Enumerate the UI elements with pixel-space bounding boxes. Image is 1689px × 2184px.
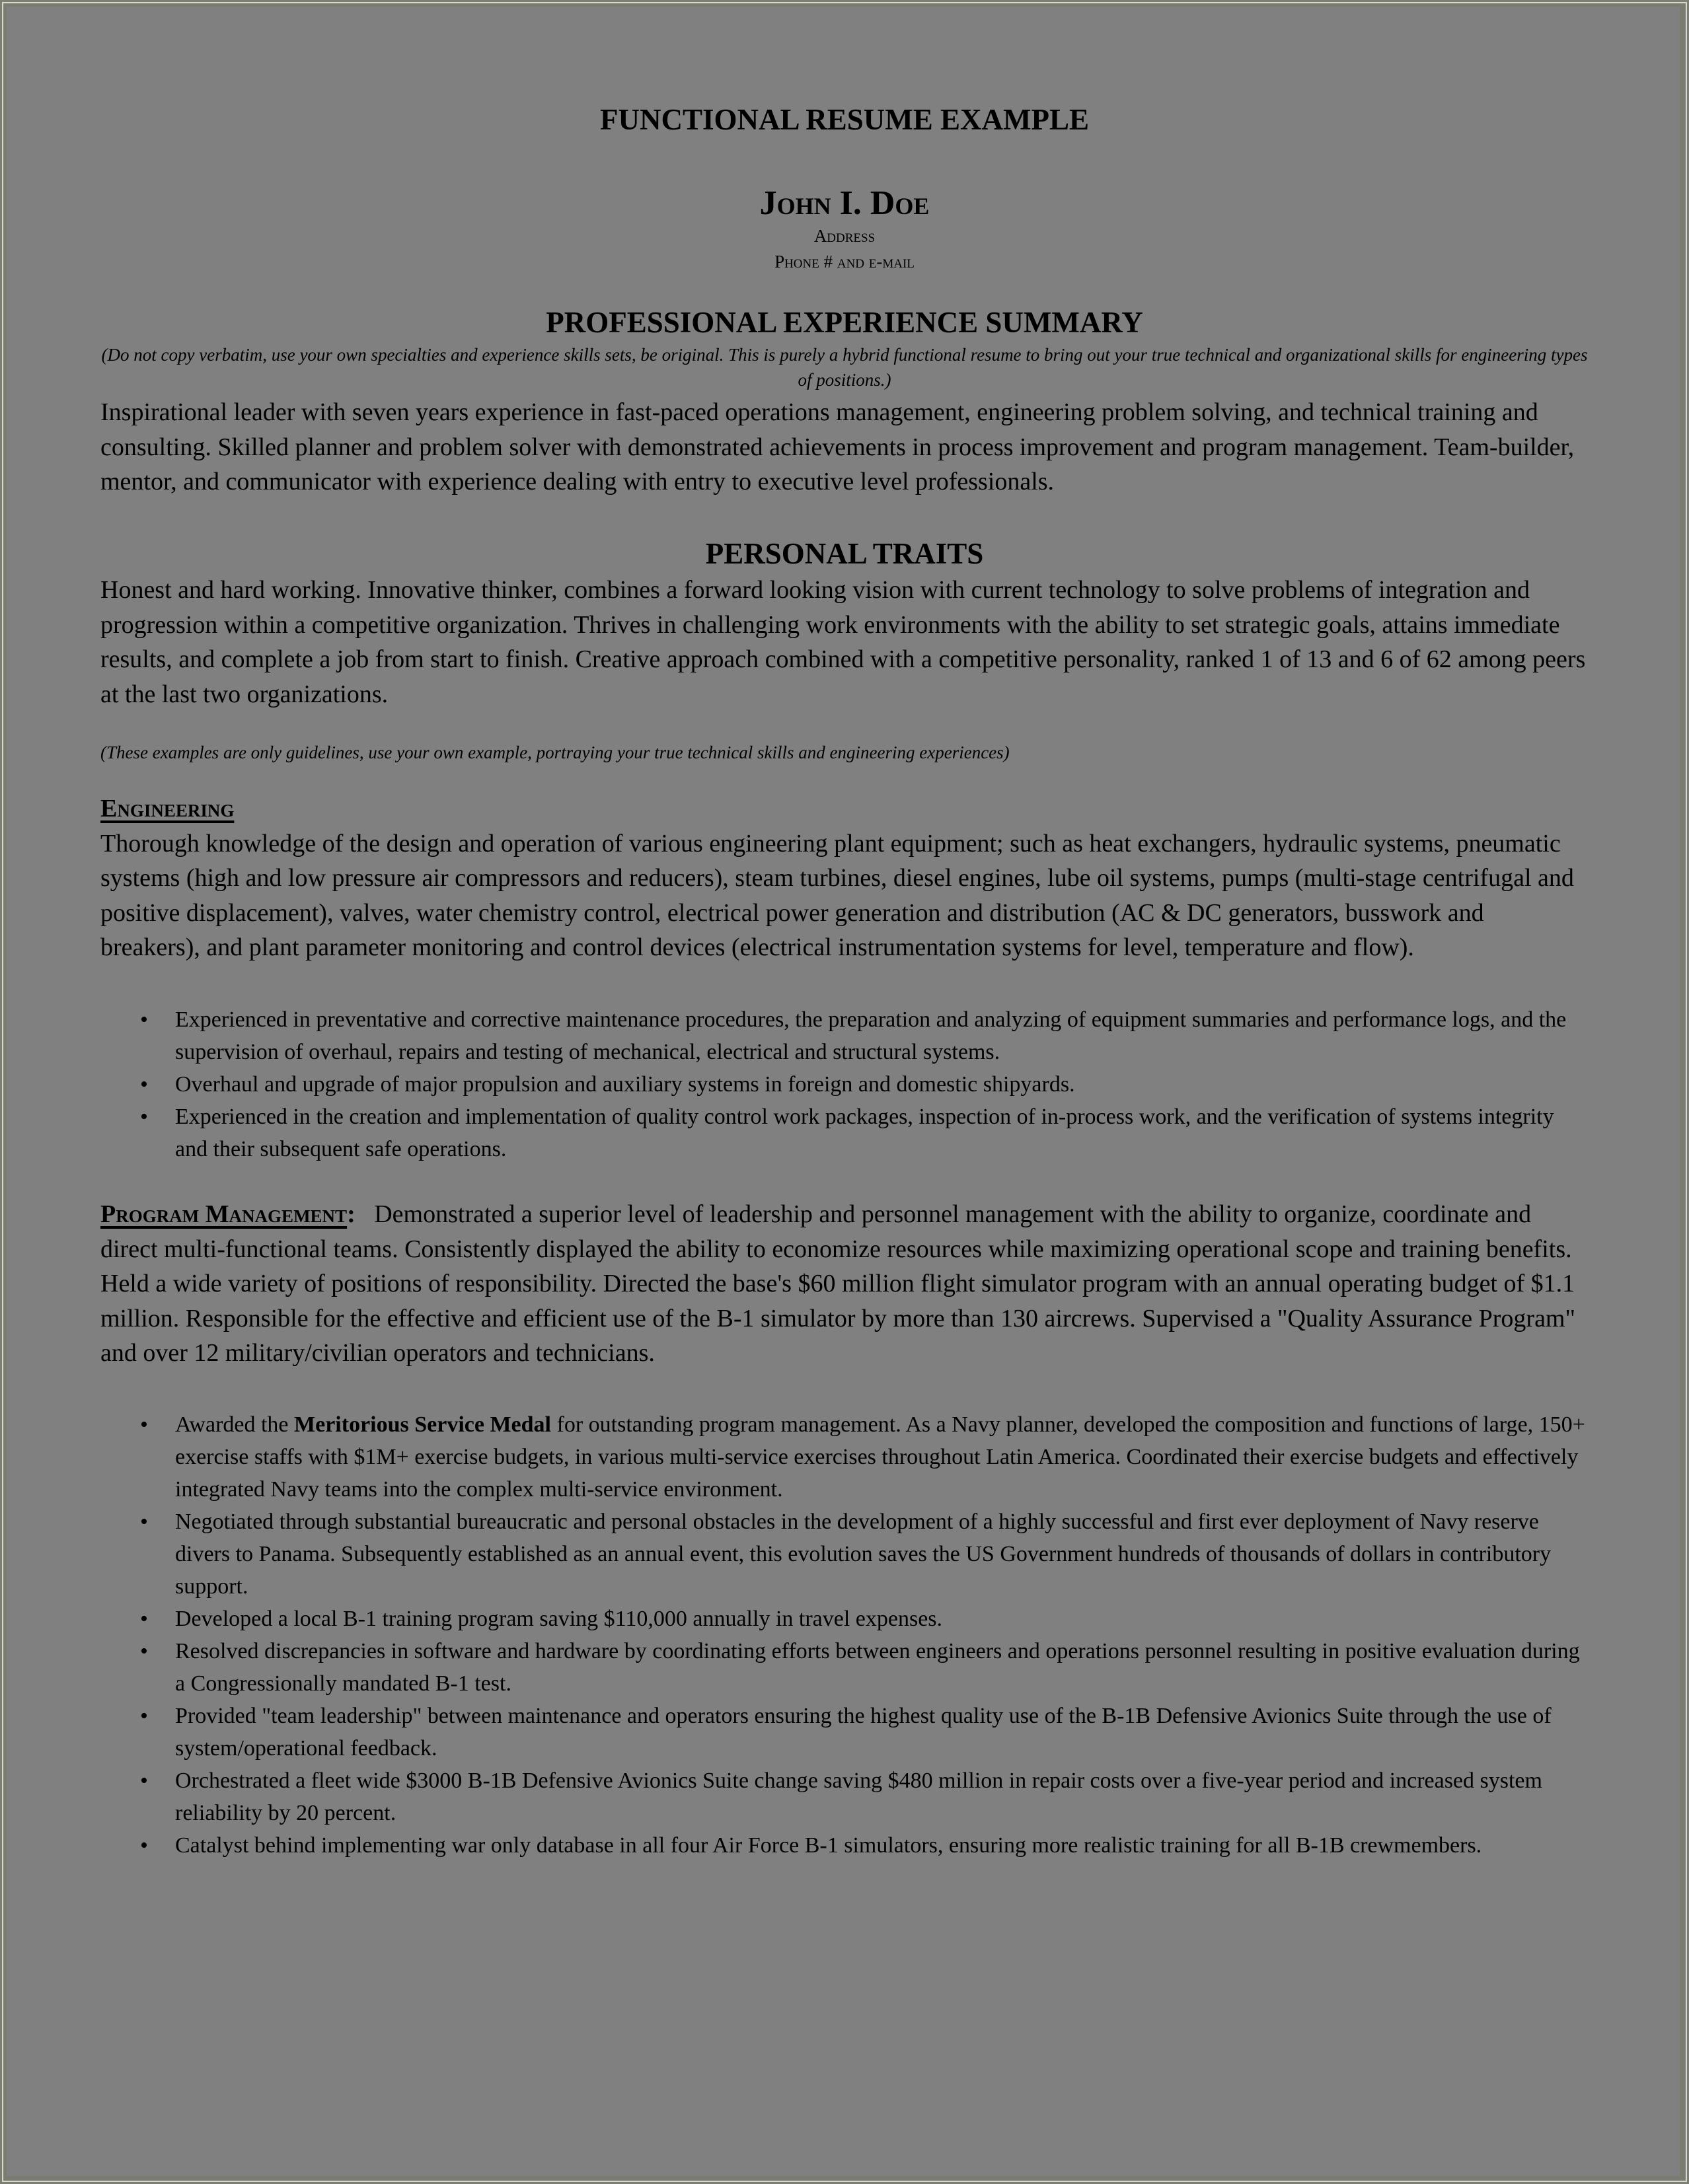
bullet-icon: • [140, 1704, 148, 1728]
engineering-bullets [100, 1003, 1589, 1165]
program-management-label: Program Management [100, 1200, 348, 1228]
bullet-icon: • [140, 1510, 148, 1534]
address-line: Address [813, 226, 876, 246]
list-item: • Resolved discrepancies in software and hardware by coordinating efforts between engineers and operations personnel resulting in positive evaluation during a Congressionally mandated B-1 test. [100, 1635, 1589, 1700]
bullet-icon: • [140, 1768, 148, 1793]
bullet-icon: • [140, 1007, 148, 1032]
list-item: • Orchestrated a fleet wide $3000 B-1B Defensive Avionics Suite change saving $480 million in repair costs over a five-year period and increased system reliability by 20 percent. [100, 1765, 1589, 1829]
engineering-text: Thorough knowledge of the design and operation of various engineering plant equipment; such as heat exchangers, hydraulic systems, pneumatic systems (high and low pressure air compressors and reducers), steam turbines, diesel engines, lube oil systems, pumps (multi-stage centrifugal and positive displacement), valves, water chemistry control, electrical power generation and distribution (AC & DC generators, busswork and breakers), and plant parameter monitoring and control devices (electrical instrumentation systems for level, temperature and flow). [100, 829, 1574, 961]
program-management-section [100, 1197, 1589, 1371]
bullet-icon: • [140, 1639, 148, 1663]
list-item: • Negotiated through substantial bureaucratic and personal obstacles in the development of a highly successful and first ever deployment of Navy reserve divers to Panama. Subsequently established as an annual event, this evolution saves the US Government hundreds of thousands of dollars in contributory support. [100, 1506, 1589, 1603]
bullet-icon: • [140, 1607, 148, 1631]
list-item: • Developed a local B-1 training program saving $110,000 annually in travel expenses. [100, 1603, 1589, 1635]
summary-heading: PROFESSIONAL EXPERIENCE SUMMARY [546, 306, 1143, 339]
phone-email-line: Phone # and e-mail [774, 252, 915, 272]
engineering-section [100, 791, 1589, 965]
list-item: • Awarded the Meritorious Service Medal for outstanding program management. As a Navy planner, developed the composition and functions of large, 150+ exercise staffs with $1M+ exercise budgets, in various multi-service exercises throughout Latin America. Coordinated their exercise budgets and effectively integrated Navy teams into the complex multi-service environment. [100, 1408, 1589, 1506]
traits-text: Honest and hard working. Innovative thinker, combines a forward looking vision with current technology to solve problems of integration and progression within a competitive organization. Thrives in challenging work environments with the ability to set strategic goals, attains immediate results, and complete a job from start to finish. Creative approach combined with a competitive personality, ranked 1 of 13 and 6 of 62 among peers at the last two organizations. [100, 576, 1586, 708]
guideline-note: (These examples are only guidelines, use your own example, portraying your true technical skills and engineering experiences) [100, 743, 1010, 762]
document-title: FUNCTIONAL RESUME EXAMPLE [599, 103, 1090, 136]
label-colon: : [347, 1200, 356, 1228]
list-item: • Catalyst behind implementing war only database in all four Air Force B-1 simulators, ensuring more realistic training for all B-1B crewmembers. [100, 1829, 1589, 1862]
list-item: • Overhaul and upgrade of major propulsion and auxiliary systems in foreign and domestic shipyards. [100, 1068, 1589, 1101]
summary-note: (Do not copy verbatim, use your own specialties and experience skills sets, be original. This is purely a hybrid functional resume to bring out your true technical and organizational skills for engineering types of positions.) [101, 345, 1588, 390]
bullet-icon: • [140, 1072, 148, 1097]
list-item: • Experienced in the creation and implementation of quality control work packages, inspection of in-process work, and the verification of systems integrity and their subsequent safe operations. [100, 1101, 1589, 1165]
list-item: • Provided "team leadership" between maintenance and operators ensuring the highest quality use of the B-1B Defensive Avionics Suite through the use of system/operational feedback. [100, 1700, 1589, 1765]
award-name: Meritorious Service Medal [294, 1412, 552, 1437]
bullet-icon: • [140, 1412, 148, 1437]
bullet-icon: • [140, 1105, 148, 1129]
candidate-name: John I. Doe [759, 184, 930, 222]
engineering-label: Engineering [100, 795, 235, 822]
program-management-text: Demonstrated a superior level of leadership and personnel management with the ability to organize, coordinate and direct multi-functional teams. Consistently displayed the ability to economize resources while maximizing operational scope and training benefits. Held a wide variety of positions of responsibility. Directed the base's $60 million flight simulator program with an annual operating budget of $1.1 million. Responsible for the effective and efficient use of the B-1 simulator by more than 130 aircrews. Supervised a "Quality Assurance Program" and over 12 military/civilian operators and technicians. [100, 1200, 1575, 1367]
list-item: • Experienced in preventative and corrective maintenance procedures, the preparation and analyzing of equipment summaries and performance logs, and the supervision of overhaul, repairs and testing of mechanical, electrical and structural systems. [100, 1003, 1589, 1068]
traits-heading: PERSONAL TRAITS [705, 537, 984, 570]
program-management-bullets [100, 1408, 1589, 1862]
bullet-icon: • [140, 1833, 148, 1858]
summary-text: Inspirational leader with seven years experience in fast-paced operations management, engineering problem solving, and technical training and consulting. Skilled planner and problem solver with demonstrated achievements in process improvement and program management. Team-builder, mentor, and communicator with experience dealing with entry to executive level professionals. [100, 398, 1575, 495]
